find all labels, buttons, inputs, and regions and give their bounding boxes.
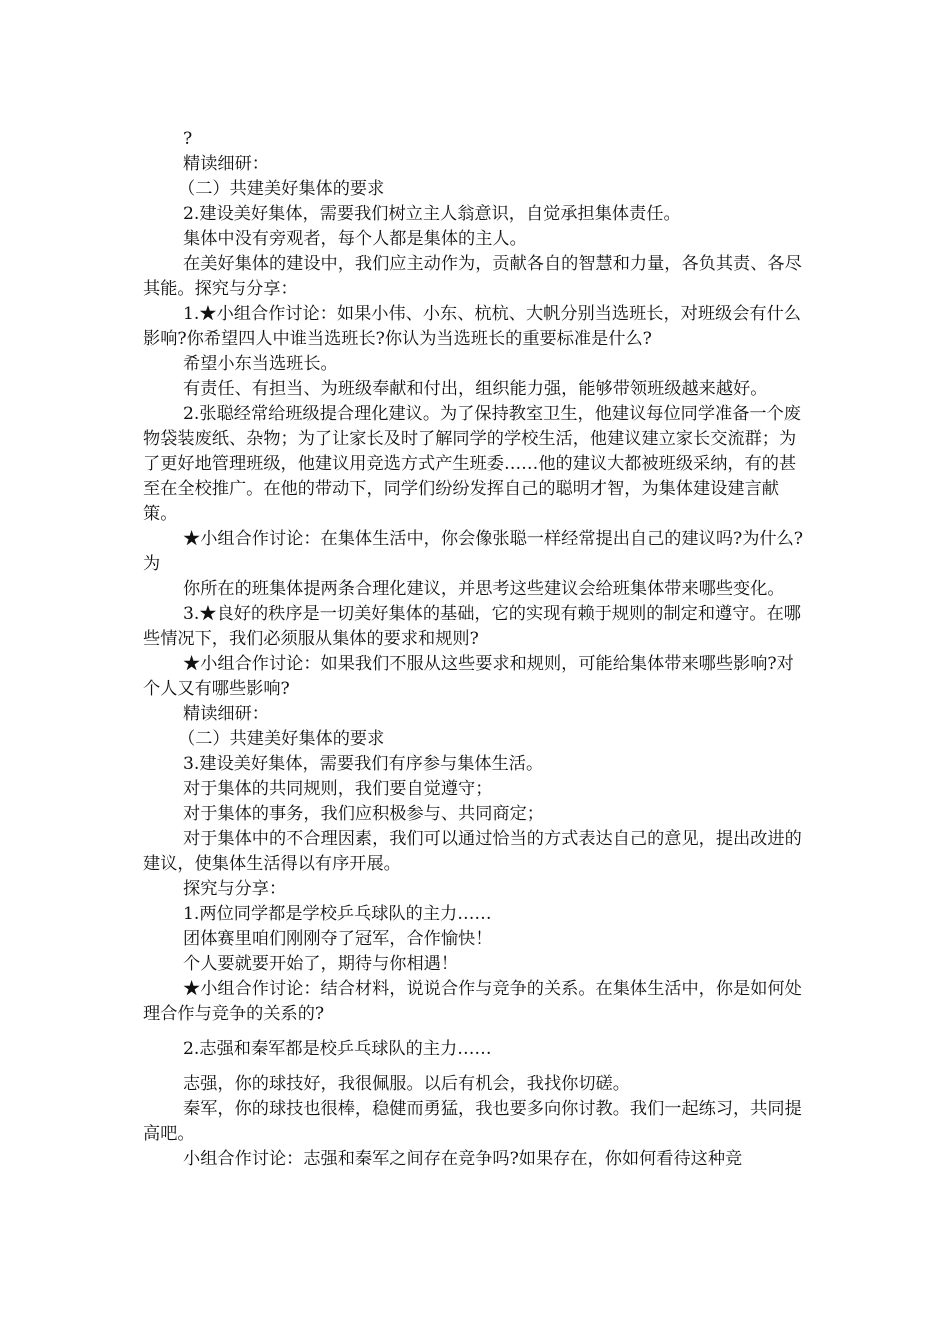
- paragraph: 2.志强和秦军都是校乒乓球队的主力……: [183, 1039, 492, 1059]
- paragraph: 志强，你的球技好，我很佩服。以后有机会，我找你切磋。: [183, 1074, 630, 1094]
- paragraph: 希望小东当选班长。: [183, 354, 338, 374]
- section-heading: （二）共建美好集体的要求: [178, 729, 385, 749]
- section-heading: （二）共建美好集体的要求: [178, 179, 385, 199]
- paragraph: ★小组合作讨论：结合材料，说说合作与竞争的关系。在集体生活中，你是如何处理合作与竞争的关系的?: [143, 979, 802, 1024]
- paragraph: 团体赛里咱们刚刚夺了冠军，合作愉快！: [183, 929, 493, 949]
- paragraph: 1.两位同学都是学校乒乓球队的主力……: [183, 904, 492, 924]
- paragraph: 1.★小组合作讨论：如果小伟、小东、杭杭、大帆分别当选班长，对班级会有什么影响?你希望四人中谁当选班长?你认为当选班长的重要标准是什么?: [143, 304, 801, 349]
- paragraph: 2.张聪经常给班级提合理化建议。为了保持教室卫生，他建议每位同学准备一个废物袋装废纸、杂物；为了让家长及时了解同学的学校生活，他建议建立家长交流群；为了更好地管理班级，他建议用竞选方式产生班委……他的建议大都被班级采纳，有的甚至在全校推广。在他的带动下，同学们纷纷发挥自己的聪明才智，为集体建设建言献策。: [143, 404, 801, 524]
- paragraph: 对于集体中的不合理因素，我们可以通过恰当的方式表达自己的意见，提出改进的建议，使集体生活得以有序开展。: [143, 829, 802, 874]
- question-mark-line: ?: [183, 129, 193, 149]
- paragraph: 探究与分享：: [183, 879, 287, 899]
- paragraph: ★小组合作讨论：在集体生活中，你会像张聪一样经常提出自己的建议吗?为什么?为: [143, 529, 803, 574]
- document-body: [143, 127, 803, 1172]
- paragraph: 3.★良好的秩序是一切美好集体的基础，它的实现有赖于规则的制定和遵守。在哪些情况下，我们必须服从集体的要求和规则?: [143, 604, 801, 649]
- paragraph: 3.建设美好集体，需要我们有序参与集体生活。: [183, 754, 544, 774]
- section-label: 精读细研：: [183, 154, 269, 174]
- paragraph: 对于集体的共同规则，我们要自觉遵守；: [183, 779, 493, 799]
- paragraph: 秦军，你的球技也很棒，稳健而勇猛，我也要多向你讨教。我们一起练习，共同提高吧。: [143, 1099, 802, 1144]
- paragraph: 小组合作讨论：志强和秦军之间存在竞争吗?如果存在，你如何看待这种竞: [183, 1149, 743, 1169]
- paragraph: 2.建设美好集体，需要我们树立主人翁意识，自觉承担集体责任。: [183, 204, 681, 224]
- paragraph: 有责任、有担当、为班级奉献和付出，组织能力强，能够带领班级越来越好。: [183, 379, 768, 399]
- section-label: 精读细研：: [183, 704, 269, 724]
- paragraph: 在美好集体的建设中，我们应主动作为，贡献各自的智慧和力量，各负其责、各尽其能。探究与分享：: [143, 254, 802, 299]
- paragraph: ★小组合作讨论：如果我们不服从这些要求和规则，可能给集体带来哪些影响?对个人又有哪些影响?: [143, 654, 794, 699]
- paragraph: 你所在的班集体提两条合理化建议，并思考这些建议会给班集体带来哪些变化。: [183, 579, 785, 599]
- paragraph: 集体中没有旁观者，每个人都是集体的主人。: [183, 229, 527, 249]
- paragraph: 个人要就要开始了，期待与你相遇！: [183, 954, 459, 974]
- paragraph: 对于集体的事务，我们应积极参与、共同商定；: [183, 804, 544, 824]
